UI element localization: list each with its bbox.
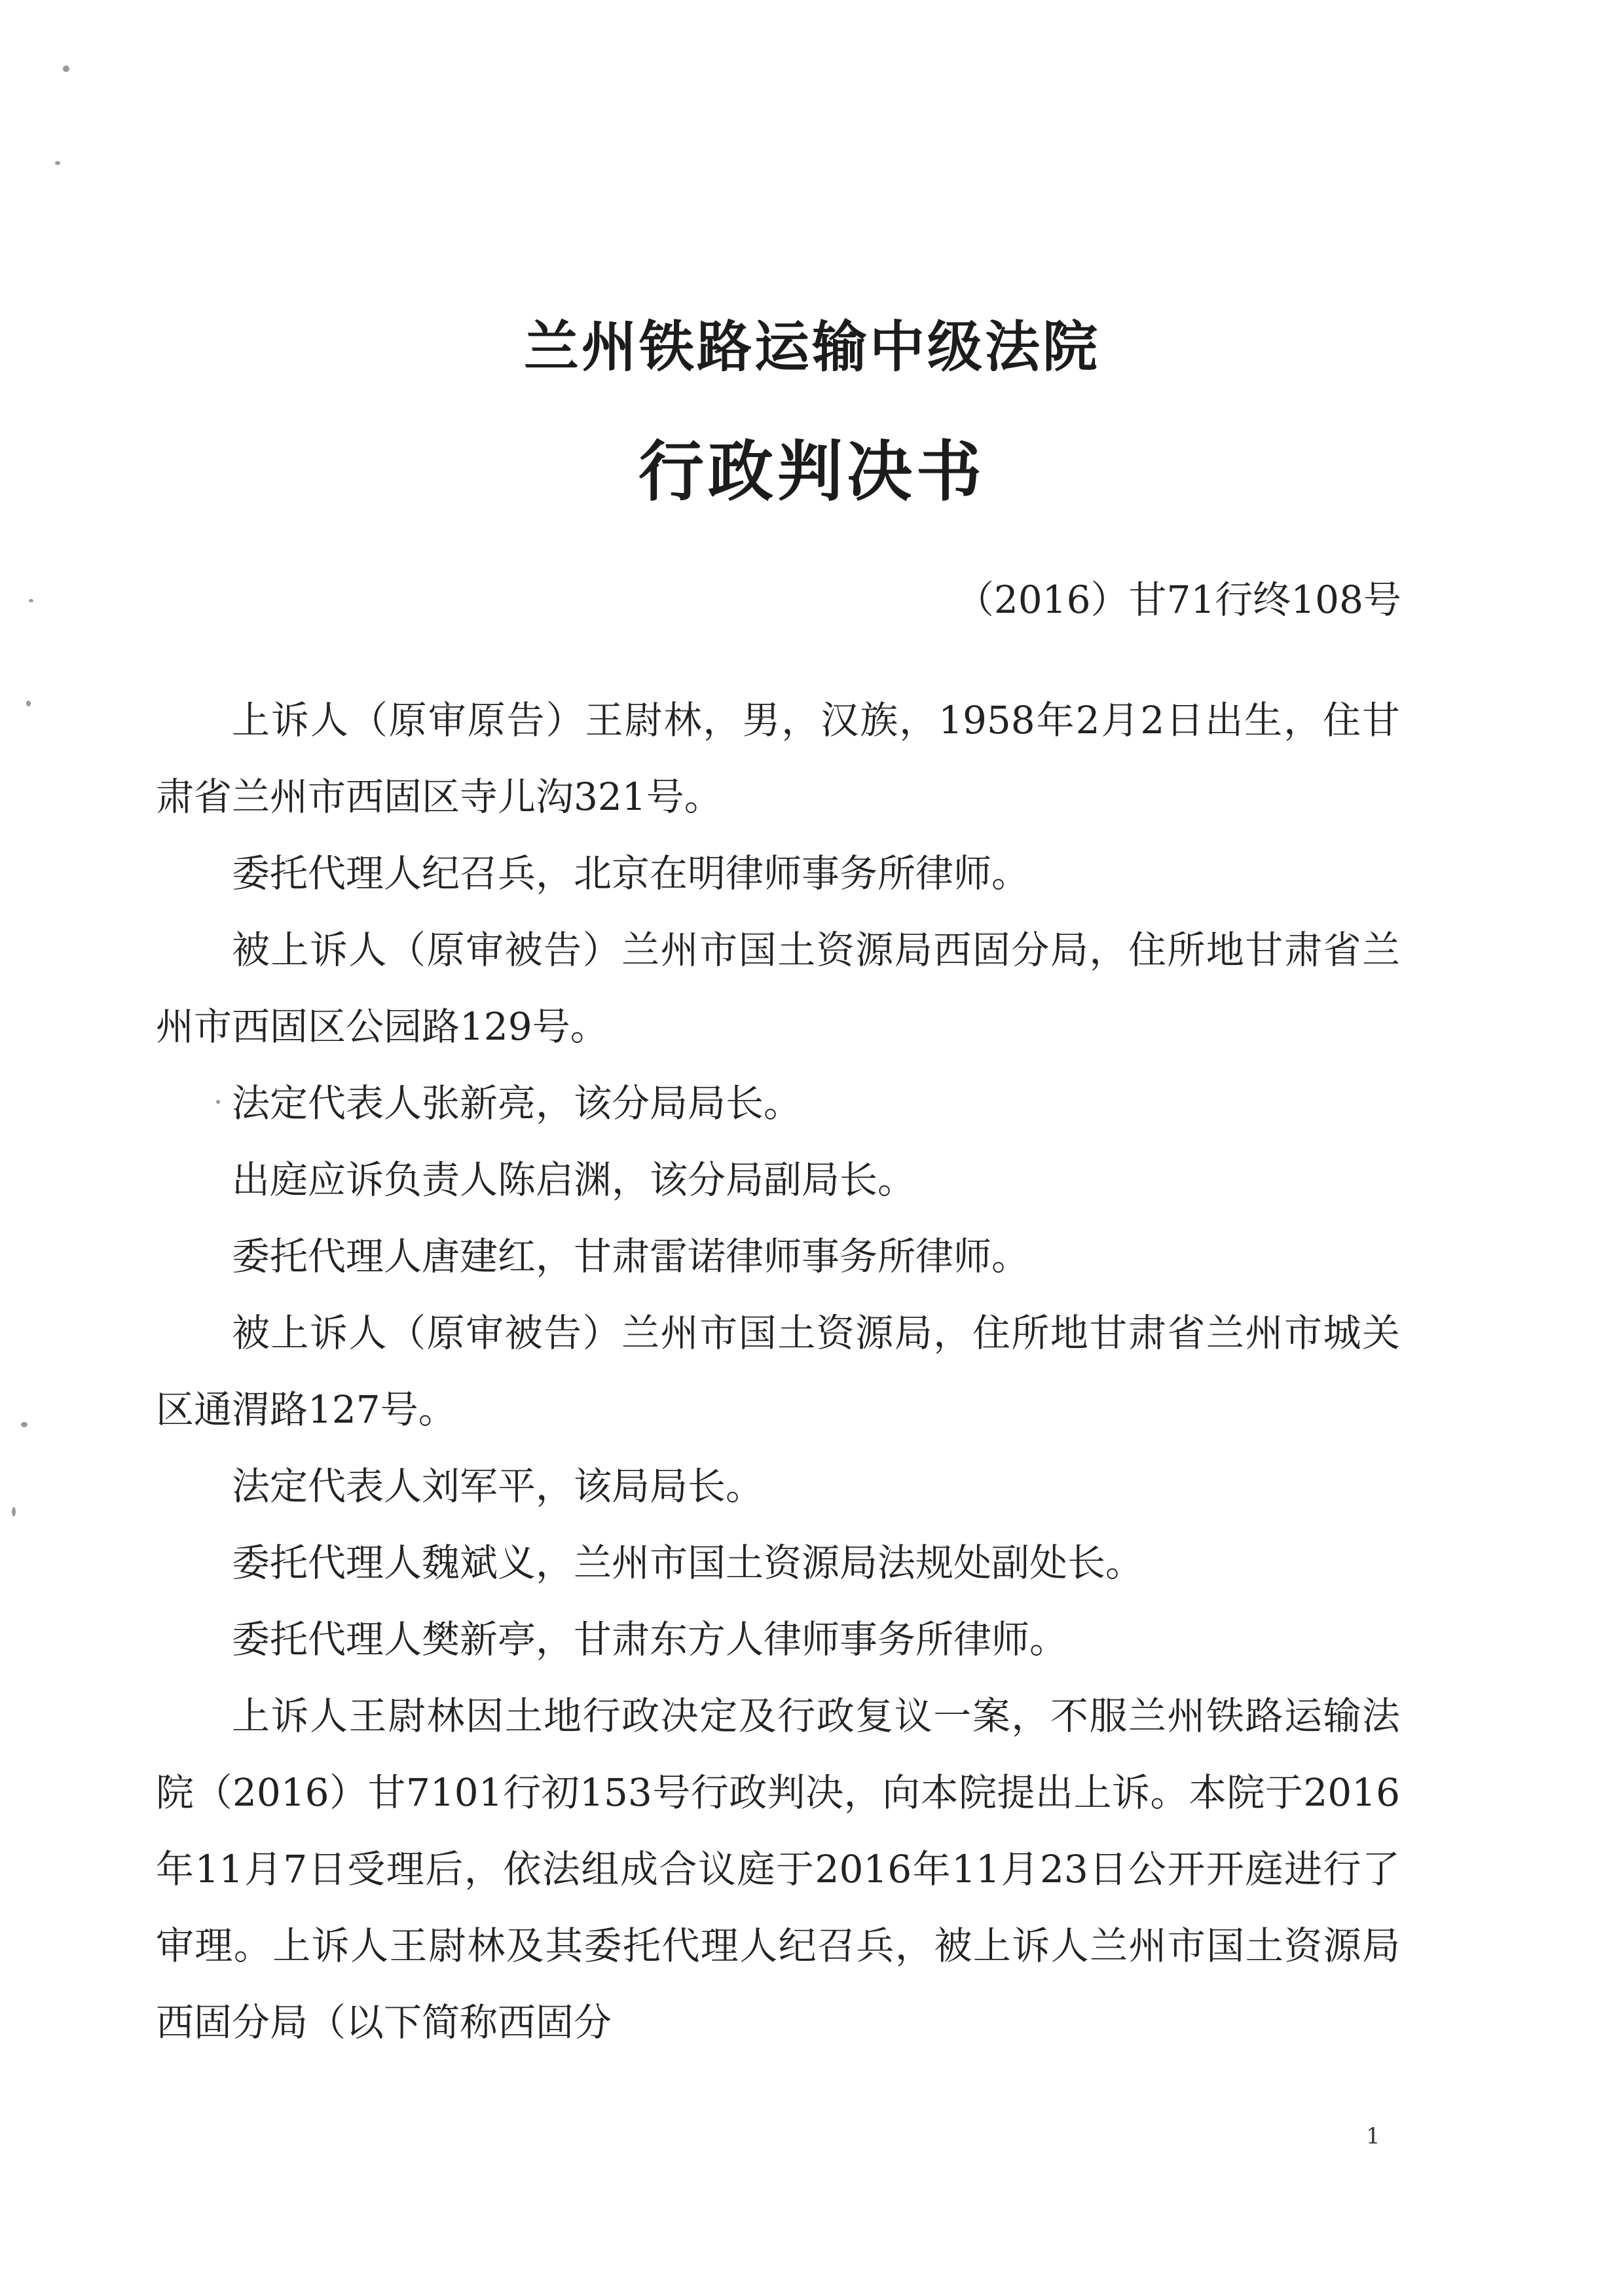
paragraph-branch-legal-rep: 法定代表人张新亮，该分局局长。 (232, 1081, 802, 1125)
paragraph-bureau-legal-rep: 法定代表人刘军平，该局局长。 (232, 1464, 764, 1508)
document-title: 行政判决书 (638, 433, 986, 510)
paragraph-branch-court-rep: 出庭应诉负责人陈启渊，该分局副局长。 (232, 1157, 916, 1202)
judgment-body (156, 682, 1400, 2061)
paragraph-appellant-agent: 委托代理人纪召兵，北京在明律师事务所律师。 (232, 851, 1030, 896)
scan-speck (21, 1422, 28, 1427)
court-name: 兰州铁路运输中级法院 (523, 314, 1100, 379)
scan-speck (63, 65, 69, 72)
paragraph-branch-agent: 委托代理人唐建红，甘肃雷诺律师事务所律师。 (232, 1234, 1030, 1279)
scan-speck (12, 1507, 16, 1516)
paragraph-appellant: 上诉人（原审原告）王尉林，男，汉族，1958年2月2日出生，住甘肃省兰州市西固区寺儿沟321号。 (156, 698, 1400, 819)
case-number: （2016）甘71行终108号 (955, 577, 1401, 622)
scan-speck (55, 161, 60, 165)
paragraph-case-background: 上诉人王尉林因土地行政决定及行政复议一案，不服兰州铁路运输法院（2016）甘7101行初153号行政判决，向本院提出上诉。本院于2016年11月7日受理后，依法组成合议庭于2016年11月23日公开开庭进行了审理。上诉人王尉林及其委托代理人纪召兵，被上诉人兰州市国土资源局西固分局（以下简称西固分 (156, 1694, 1400, 2045)
page-number: 1 (1366, 2123, 1380, 2149)
paragraph-respondent-branch: 被上诉人（原审被告）兰州市国土资源局西固分局，住所地甘肃省兰州市西固区公园路129号。 (156, 928, 1400, 1049)
scan-speck (29, 599, 33, 602)
paragraph-respondent-bureau: 被上诉人（原审被告）兰州市国土资源局，住所地甘肃省兰州市城关区通渭路127号。 (156, 1311, 1400, 1432)
paragraph-bureau-agent-1: 委托代理人魏斌义，兰州市国土资源局法规处副处长。 (232, 1540, 1144, 1585)
scan-speck (26, 701, 31, 706)
paragraph-bureau-agent-2: 委托代理人樊新亭，甘肃东方人律师事务所律师。 (232, 1617, 1068, 1662)
